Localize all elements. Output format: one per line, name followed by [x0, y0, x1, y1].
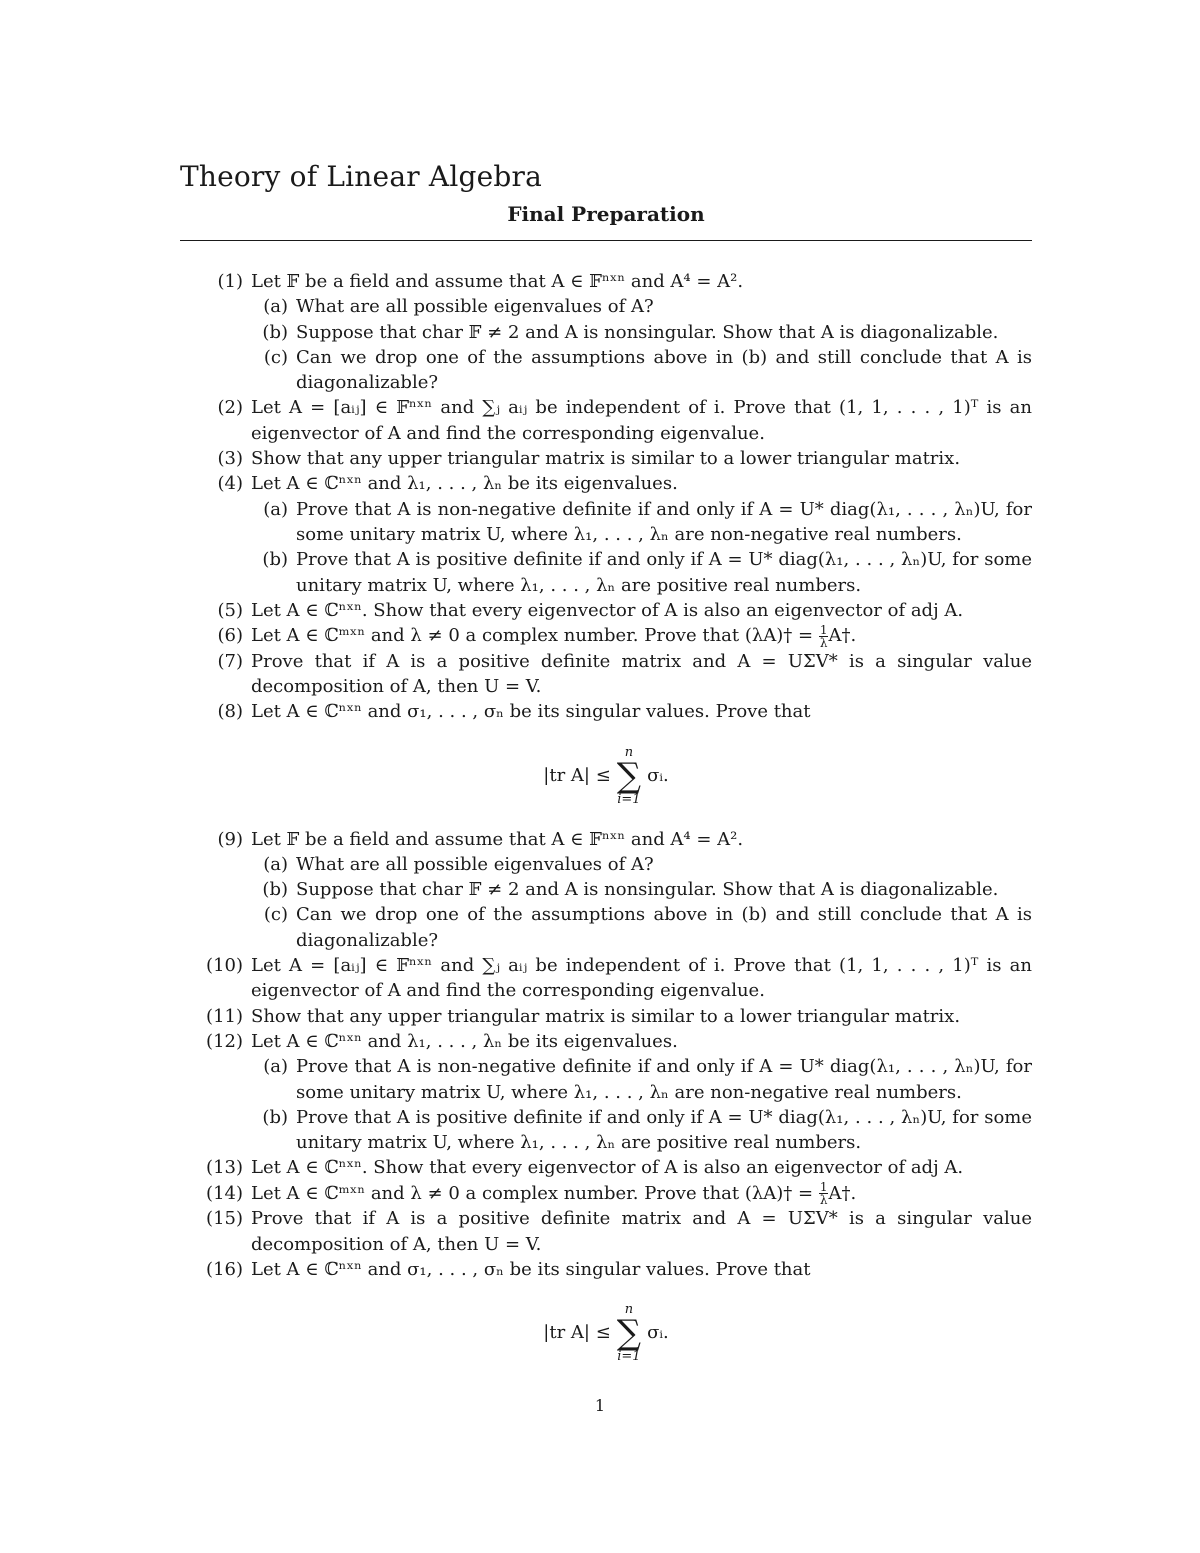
problem-text: Suppose that char 𝔽 ≠ 2 and A is nonsingular. Show that A is diagonalizable.	[296, 879, 999, 901]
problem-number: (10)	[206, 955, 243, 977]
problem-4	[180, 471, 1032, 496]
problem-number: (12)	[206, 1030, 243, 1052]
problem-text: Can we drop one of the assumptions above in (b) and still conclude that A is diagonalizable?	[296, 904, 1032, 951]
problem-text: Let A ∈ ℂⁿˣⁿ and λ₁, . . . , λₙ be its eigenvalues.	[251, 473, 678, 495]
problem-12	[180, 1029, 1032, 1054]
problem-text: Prove that if A is a positive definite matrix and A = UΣV* is a singular value decomposition of A, then U = V.	[251, 1208, 1032, 1255]
sum-lower-limit: i=1	[617, 791, 641, 807]
problem-9	[180, 827, 1032, 852]
problem-3	[180, 446, 1032, 471]
fraction-numerator: 1	[819, 622, 828, 637]
formula-lhs: |tr A| ≤	[543, 1322, 611, 1344]
inline-fraction	[819, 624, 829, 649]
problem-number: (c)	[263, 346, 288, 368]
problem-7	[180, 649, 1032, 700]
problem-number: (15)	[206, 1208, 243, 1230]
formula-rhs: σᵢ.	[647, 1322, 669, 1344]
page-number: 1	[594, 1396, 606, 1415]
problem-text: Let A ∈ ℂⁿˣⁿ and σ₁, . . . , σₙ be its singular values. Prove that	[251, 701, 811, 723]
problem-text: Prove that if A is a positive definite matrix and A = UΣV* is a singular value decomposition of A, then U = V.	[251, 650, 1032, 697]
problem-number: (a)	[263, 296, 288, 318]
document-subtitle: Final Preparation	[507, 202, 705, 226]
problem-12b	[180, 1105, 1032, 1156]
problem-text: Let A = [aᵢⱼ] ∈ 𝔽ⁿˣⁿ and ∑ⱼ aᵢⱼ be independent of i. Prove that (1, 1, . . . , 1)ᵀ is an eigenvector of A and find the corresponding eigenvalue.	[251, 955, 1032, 1002]
problem-text: Let A ∈ ℂⁿˣⁿ and σ₁, . . . , σₙ be its singular values. Prove that	[251, 1258, 811, 1280]
problem-number: (13)	[206, 1157, 243, 1179]
problem-text: Let A ∈ ℂⁿˣⁿ. Show that every eigenvector of A is also an eigenvector of adj A.	[251, 1157, 964, 1179]
problem-15	[180, 1206, 1032, 1257]
problem-number: (c)	[263, 904, 288, 926]
problem-text: Let A ∈ ℂᵐˣⁿ and λ ≠ 0 a complex number. Prove that (λA)† = $\frac{1}{\lambda}$ A†.	[251, 1180, 857, 1208]
problem-text: What are all possible eigenvalues of A?	[296, 296, 654, 318]
problem-text: Show that any upper triangular matrix is similar to a lower triangular matrix.	[251, 448, 961, 470]
sum-upper-limit: n	[624, 744, 634, 760]
problem-1a	[180, 294, 1032, 319]
problem-4a	[180, 497, 1032, 548]
problem-1b	[180, 320, 1032, 345]
problem-number: (5)	[217, 599, 243, 621]
problem-9b	[180, 877, 1032, 902]
problem-number: (b)	[262, 879, 288, 901]
problem-10	[180, 953, 1032, 1004]
problem-number: (6)	[217, 625, 243, 647]
problem-number: (a)	[263, 498, 288, 520]
problem-number: (b)	[262, 321, 288, 343]
problem-9c	[180, 902, 1032, 953]
problem-number: (11)	[206, 1005, 243, 1027]
problem-number: (7)	[217, 650, 243, 672]
problem-2	[180, 395, 1032, 446]
problem-6	[180, 623, 1032, 649]
problem-number: (8)	[217, 701, 243, 723]
problem-number: (14)	[206, 1182, 243, 1204]
summation-symbol	[617, 1303, 641, 1363]
fraction-numerator: 1	[819, 1180, 828, 1195]
problem-text: Let A ∈ ℂⁿˣⁿ and λ₁, . . . , λₙ be its eigenvalues.	[251, 1030, 678, 1052]
display-formula	[180, 725, 1032, 827]
problem-14	[180, 1181, 1032, 1207]
problem-text: Can we drop one of the assumptions above in (b) and still conclude that A is diagonalizable?	[296, 346, 1032, 394]
sigma-icon: ∑	[616, 755, 642, 796]
problem-1	[180, 269, 1032, 294]
problem-number: (2)	[217, 397, 243, 419]
sum-lower-limit: i=1	[617, 1349, 641, 1365]
problem-12a	[180, 1054, 1032, 1105]
document-title: Theory of Linear Algebra	[180, 160, 542, 193]
problem-text: Let A ∈ ℂᵐˣⁿ and λ ≠ 0 a complex number. Prove that (λA)† = $\frac{1}{\lambda}$ A†.	[251, 622, 857, 650]
summation-symbol	[617, 746, 641, 806]
problem-11	[180, 1004, 1032, 1029]
title-divider	[180, 240, 1032, 241]
problem-text: What are all possible eigenvalues of A?	[296, 853, 654, 875]
problem-5	[180, 598, 1032, 623]
problem-13	[180, 1155, 1032, 1180]
problem-number: (b)	[262, 1106, 288, 1128]
problem-9a	[180, 852, 1032, 877]
problem-16	[180, 1257, 1032, 1282]
problem-number: (1)	[217, 271, 243, 292]
problem-4b	[180, 547, 1032, 598]
problem-text: Let 𝔽 be a field and assume that A ∈ 𝔽ⁿˣⁿ and A⁴ = A².	[251, 828, 744, 850]
problem-text: Prove that A is non-negative definite if and only if A = U* diag(λ₁, . . . , λₙ)U, for some unitary matrix U, where λ₁, . . . , λₙ are non-negative real numbers.	[296, 498, 1032, 545]
formula-rhs: σᵢ.	[647, 764, 669, 786]
problem-number: (3)	[217, 448, 243, 470]
problem-1c	[180, 345, 1032, 396]
problem-text: Let A = [aᵢⱼ] ∈ 𝔽ⁿˣⁿ and ∑ⱼ aᵢⱼ be independent of i. Prove that (1, 1, . . . , 1)ᵀ is an eigenvector of A and find the corresponding eigenvalue.	[251, 397, 1032, 444]
formula-lhs: |tr A| ≤	[543, 764, 611, 786]
problem-text: Suppose that char 𝔽 ≠ 2 and A is nonsingular. Show that A is diagonalizable.	[296, 321, 999, 343]
problem-number: (a)	[263, 1056, 288, 1078]
problem-number: (a)	[263, 853, 288, 875]
inline-fraction	[819, 1181, 829, 1206]
problem-list	[180, 269, 1032, 1384]
display-formula	[180, 1282, 1032, 1384]
problem-text: Prove that A is non-negative definite if and only if A = U* diag(λ₁, . . . , λₙ)U, for some unitary matrix U, where λ₁, . . . , λₙ are non-negative real numbers.	[296, 1056, 1032, 1103]
fraction-denominator: λ	[819, 1193, 828, 1208]
problem-number: (9)	[217, 828, 243, 850]
problem-text: Prove that A is positive definite if and only if A = U* diag(λ₁, . . . , λₙ)U, for some unitary matrix U, where λ₁, . . . , λₙ are positive real numbers.	[296, 549, 1032, 596]
problem-text: Prove that A is positive definite if and only if A = U* diag(λ₁, . . . , λₙ)U, for some unitary matrix U, where λ₁, . . . , λₙ are positive real numbers.	[296, 1106, 1032, 1154]
fraction-denominator: λ	[819, 635, 828, 650]
sigma-icon: ∑	[616, 1313, 642, 1354]
sum-upper-limit: n	[624, 1302, 634, 1318]
problem-number: (16)	[206, 1258, 243, 1280]
problem-text: Show that any upper triangular matrix is similar to a lower triangular matrix.	[251, 1005, 961, 1027]
problem-text: Let A ∈ ℂⁿˣⁿ. Show that every eigenvector of A is also an eigenvector of adj A.	[251, 599, 964, 621]
problem-number: (b)	[262, 549, 288, 571]
problem-8	[180, 699, 1032, 724]
problem-number: (4)	[217, 473, 243, 495]
problem-text: Let 𝔽 be a field and assume that A ∈ 𝔽ⁿˣⁿ and A⁴ = A².	[251, 271, 744, 292]
